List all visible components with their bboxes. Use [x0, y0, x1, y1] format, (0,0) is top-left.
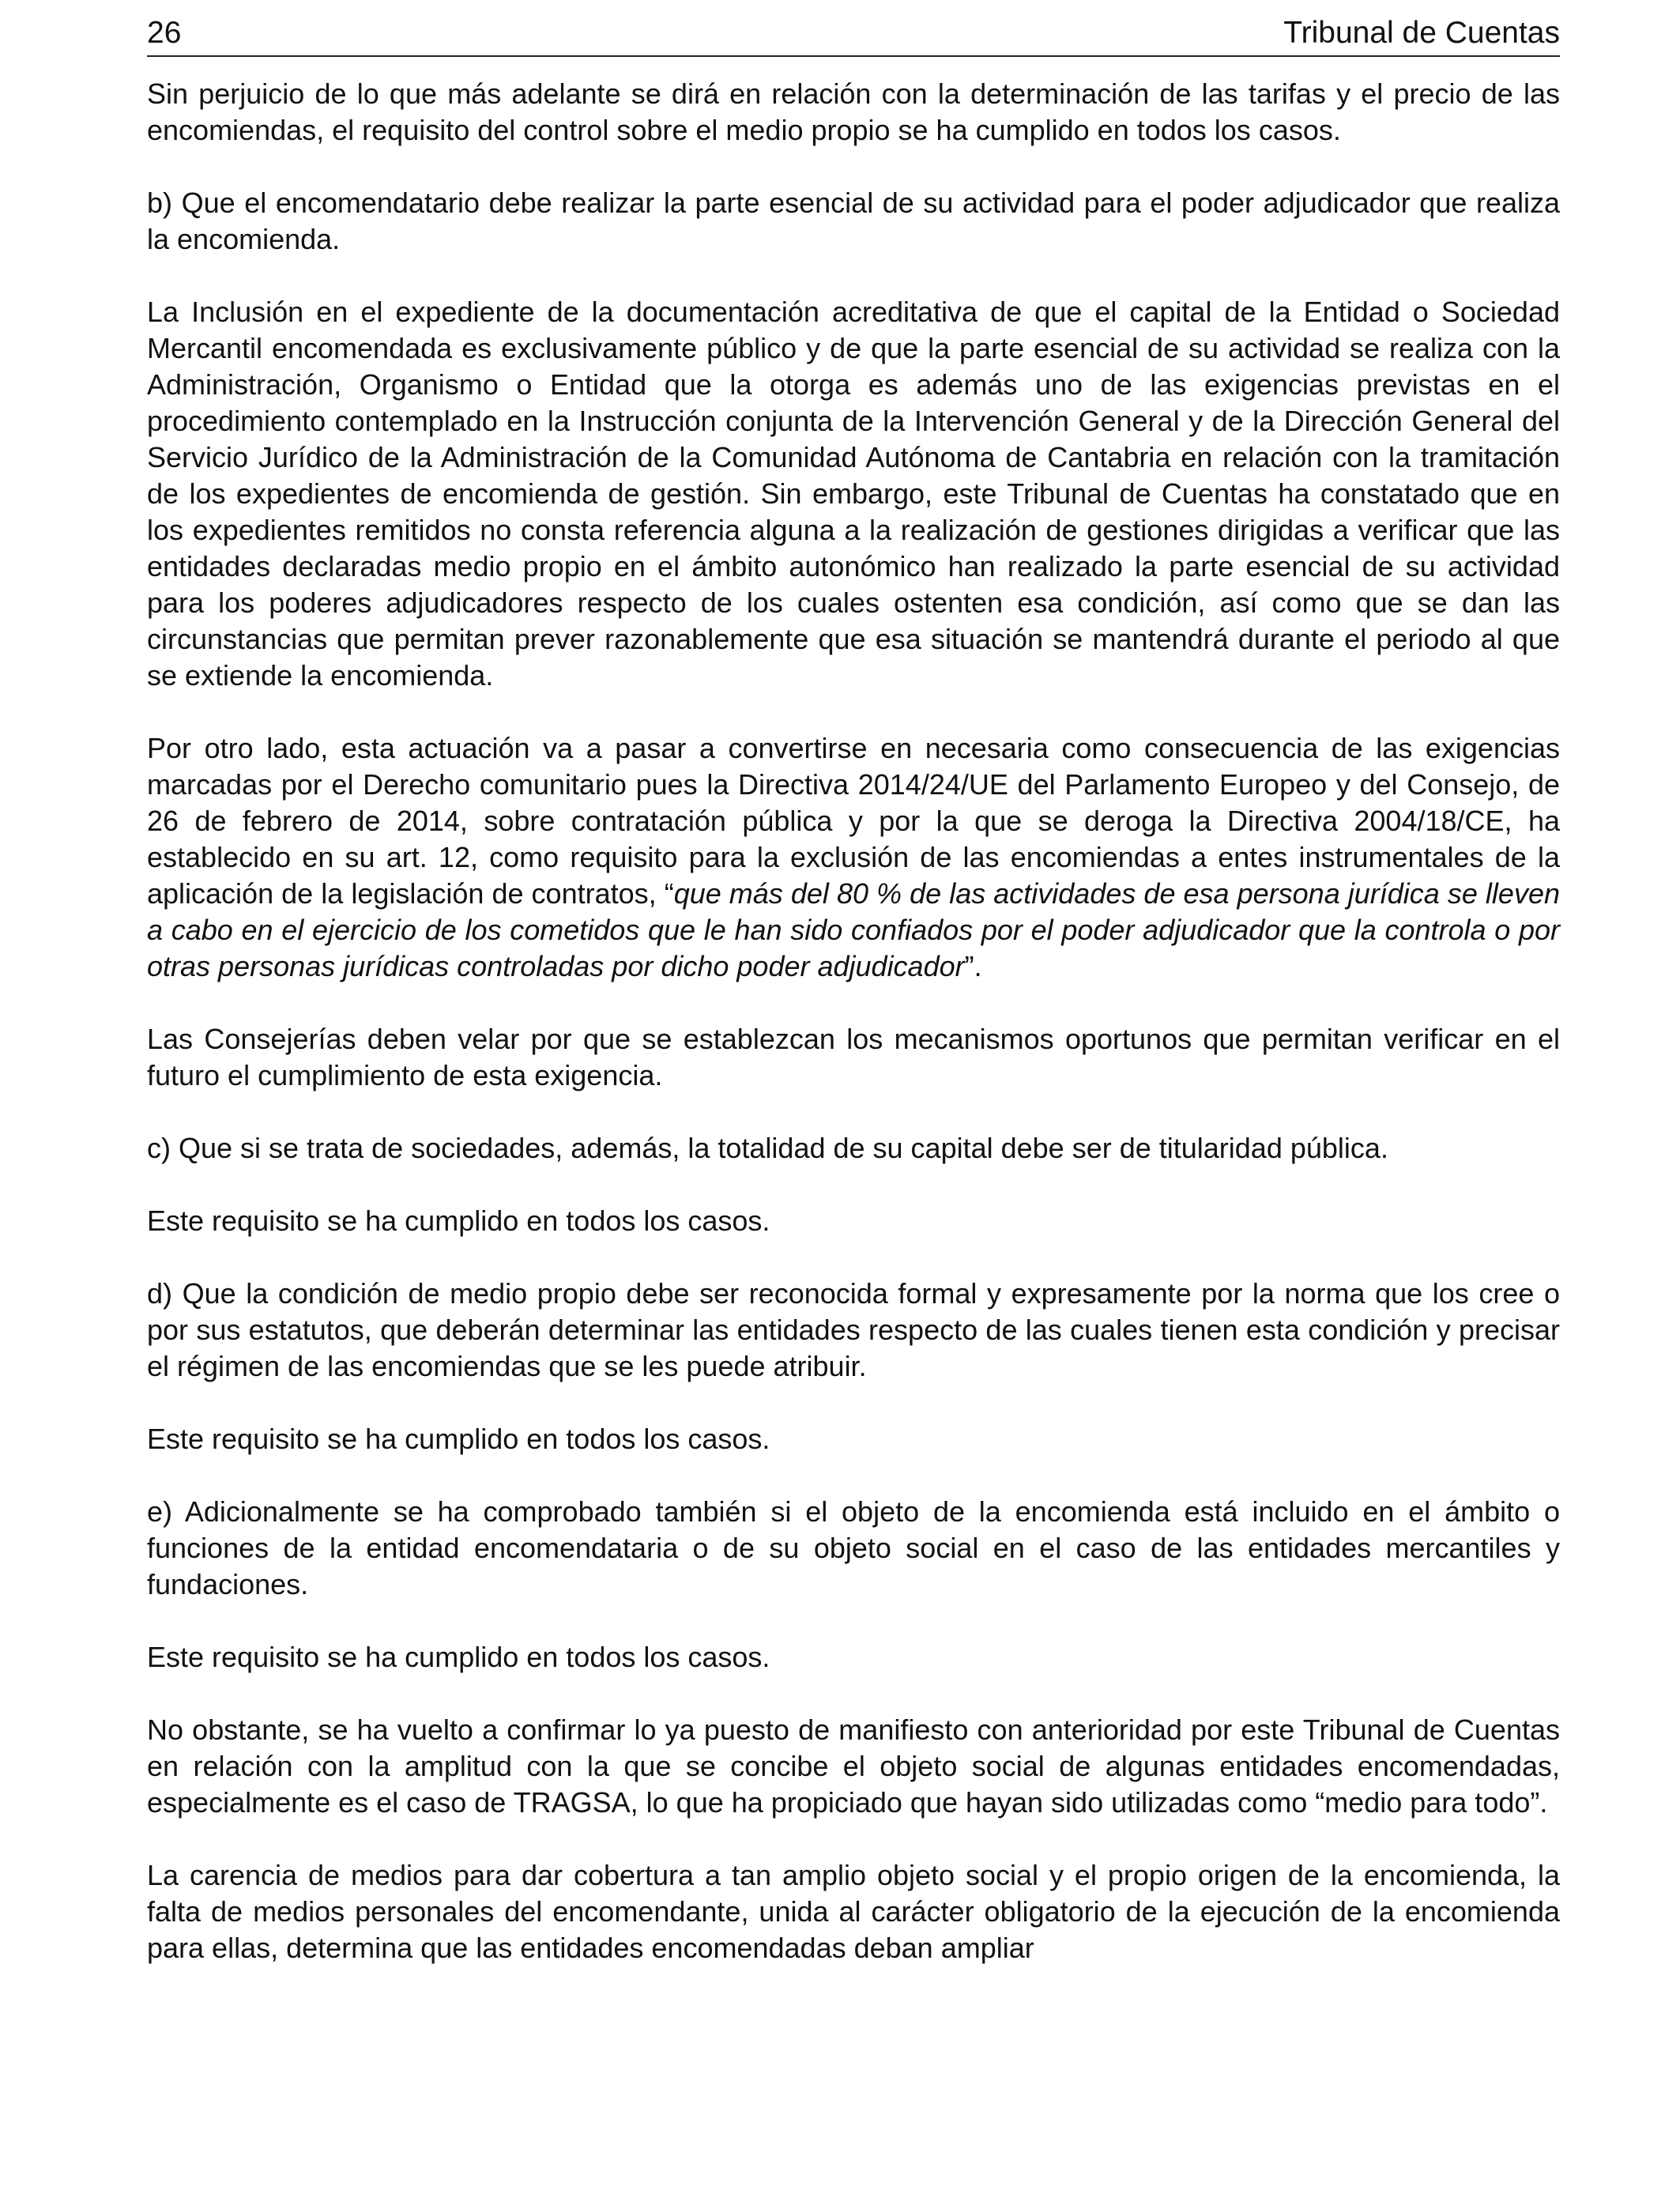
paragraph: Este requisito se ha cumplido en todos los casos. — [147, 1423, 770, 1455]
paragraph-with-quote — [147, 730, 1560, 985]
paragraph: Este requisito se ha cumplido en todos los casos. — [147, 1204, 770, 1237]
paragraph: Las Consejerías deben velar por que se establezcan los mecanismos oportunos que permitan verificar en el futuro el cumplimiento de esta exigencia. — [147, 1023, 1560, 1091]
paragraph: No obstante, se ha vuelto a confirmar lo ya puesto de manifiesto con anterioridad por este Tribunal de Cuentas en relación con la amplitud con la que se concibe el objeto social de algunas entidades encomendadas, especialmente es el caso de TRAGSA, lo que ha propiciado que hayan sido utilizadas como “medio para todo”. — [147, 1713, 1560, 1819]
paragraph: La Inclusión en el expediente de la documentación acreditativa de que el capital de la Entidad o Sociedad Mercantil encomendada es exclusivamente público y de que la parte esencial de su actividad se realiza con la Administración, Organismo o Entidad que la otorga es además uno de las exigencias previstas en el procedimiento contemplado en la Instrucción conjunta de la Intervención General y de la Dirección General del Servicio Jurídico de la Administración de la Comunidad Autónoma de Cantabria en relación con la tramitación de los expedientes de encomienda de gestión. Sin embargo, este Tribunal de Cuentas ha constatado que en los expedientes remitidos no consta referencia alguna a la realización de gestiones dirigidas a verificar que las entidades declaradas medio propio en el ámbito autonómico han realizado la parte esencial de su actividad para los poderes adjudicadores respecto de los cuales ostenten esa condición, así como que se dan las circunstancias que permitan prever razonablemente que esa situación se mantendrá durante el periodo al que se extiende la encomienda. — [147, 296, 1560, 692]
header-title: Tribunal de Cuentas — [1283, 16, 1560, 50]
paragraph: d) Que la condición de medio propio debe ser reconocida formal y expresamente por la norma que los cree o por sus estatutos, que deberán determinar las entidades respecto de las cuales tienen esta condición y precisar el régimen de las encomiendas que se les puede atribuir. — [147, 1277, 1560, 1382]
page-number: 26 — [147, 16, 182, 50]
page-header — [147, 14, 1560, 57]
paragraph-text: ”. — [964, 950, 982, 982]
paragraph: La carencia de medios para dar cobertura a tan amplio objeto social y el propio origen de la encomienda, la falta de medios personales del encomendante, unida al carácter obligatorio de la ejecución de la encomienda para ellas, determina que las entidades encomendadas deban ampliar — [147, 1859, 1560, 1964]
document-page — [147, 14, 1560, 1966]
paragraph: e) Adicionalmente se ha comprobado también si el objeto de la encomienda está incluido en el ámbito o funciones de la entidad encomendataria o de su objeto social en el caso de las entidades mercantiles y fundaciones. — [147, 1495, 1560, 1600]
paragraph-text: Por otro lado, esta actuación va a pasar a convertirse en necesaria como consecuencia de las exigencias marcadas por el Derecho comunitario pues la Directiva 2014/24/UE del Parlamento Europeo y del Consejo, de 26 de febrero de 2014, sobre contratación pública y por la que se deroga la Directiva 2004/18/CE, ha establecido en su art. 12, como requisito para la exclusión de las encomiendas a entes instrumentales de la aplicación de la legislación de contratos, “ — [147, 732, 1560, 910]
paragraph: c) Que si se trata de sociedades, además, la totalidad de su capital debe ser de titularidad pública. — [147, 1132, 1388, 1164]
paragraph: Este requisito se ha cumplido en todos los casos. — [147, 1641, 770, 1673]
quoted-text: que más del 80 % de las actividades de esa persona jurídica se lleven a cabo en el ejercicio de los cometidos que le han sido confiados por el poder adjudicador que la controla o por otras personas jurídicas controladas por dicho poder adjudicador — [147, 877, 1560, 982]
paragraph: Sin perjuicio de lo que más adelante se dirá en relación con la determinación de las tarifas y el precio de las encomiendas, el requisito del control sobre el medio propio se ha cumplido en todos los casos. — [147, 77, 1560, 146]
document-body — [147, 76, 1560, 1966]
paragraph: b) Que el encomendatario debe realizar la parte esencial de su actividad para el poder adjudicador que realiza la encomienda. — [147, 187, 1560, 255]
